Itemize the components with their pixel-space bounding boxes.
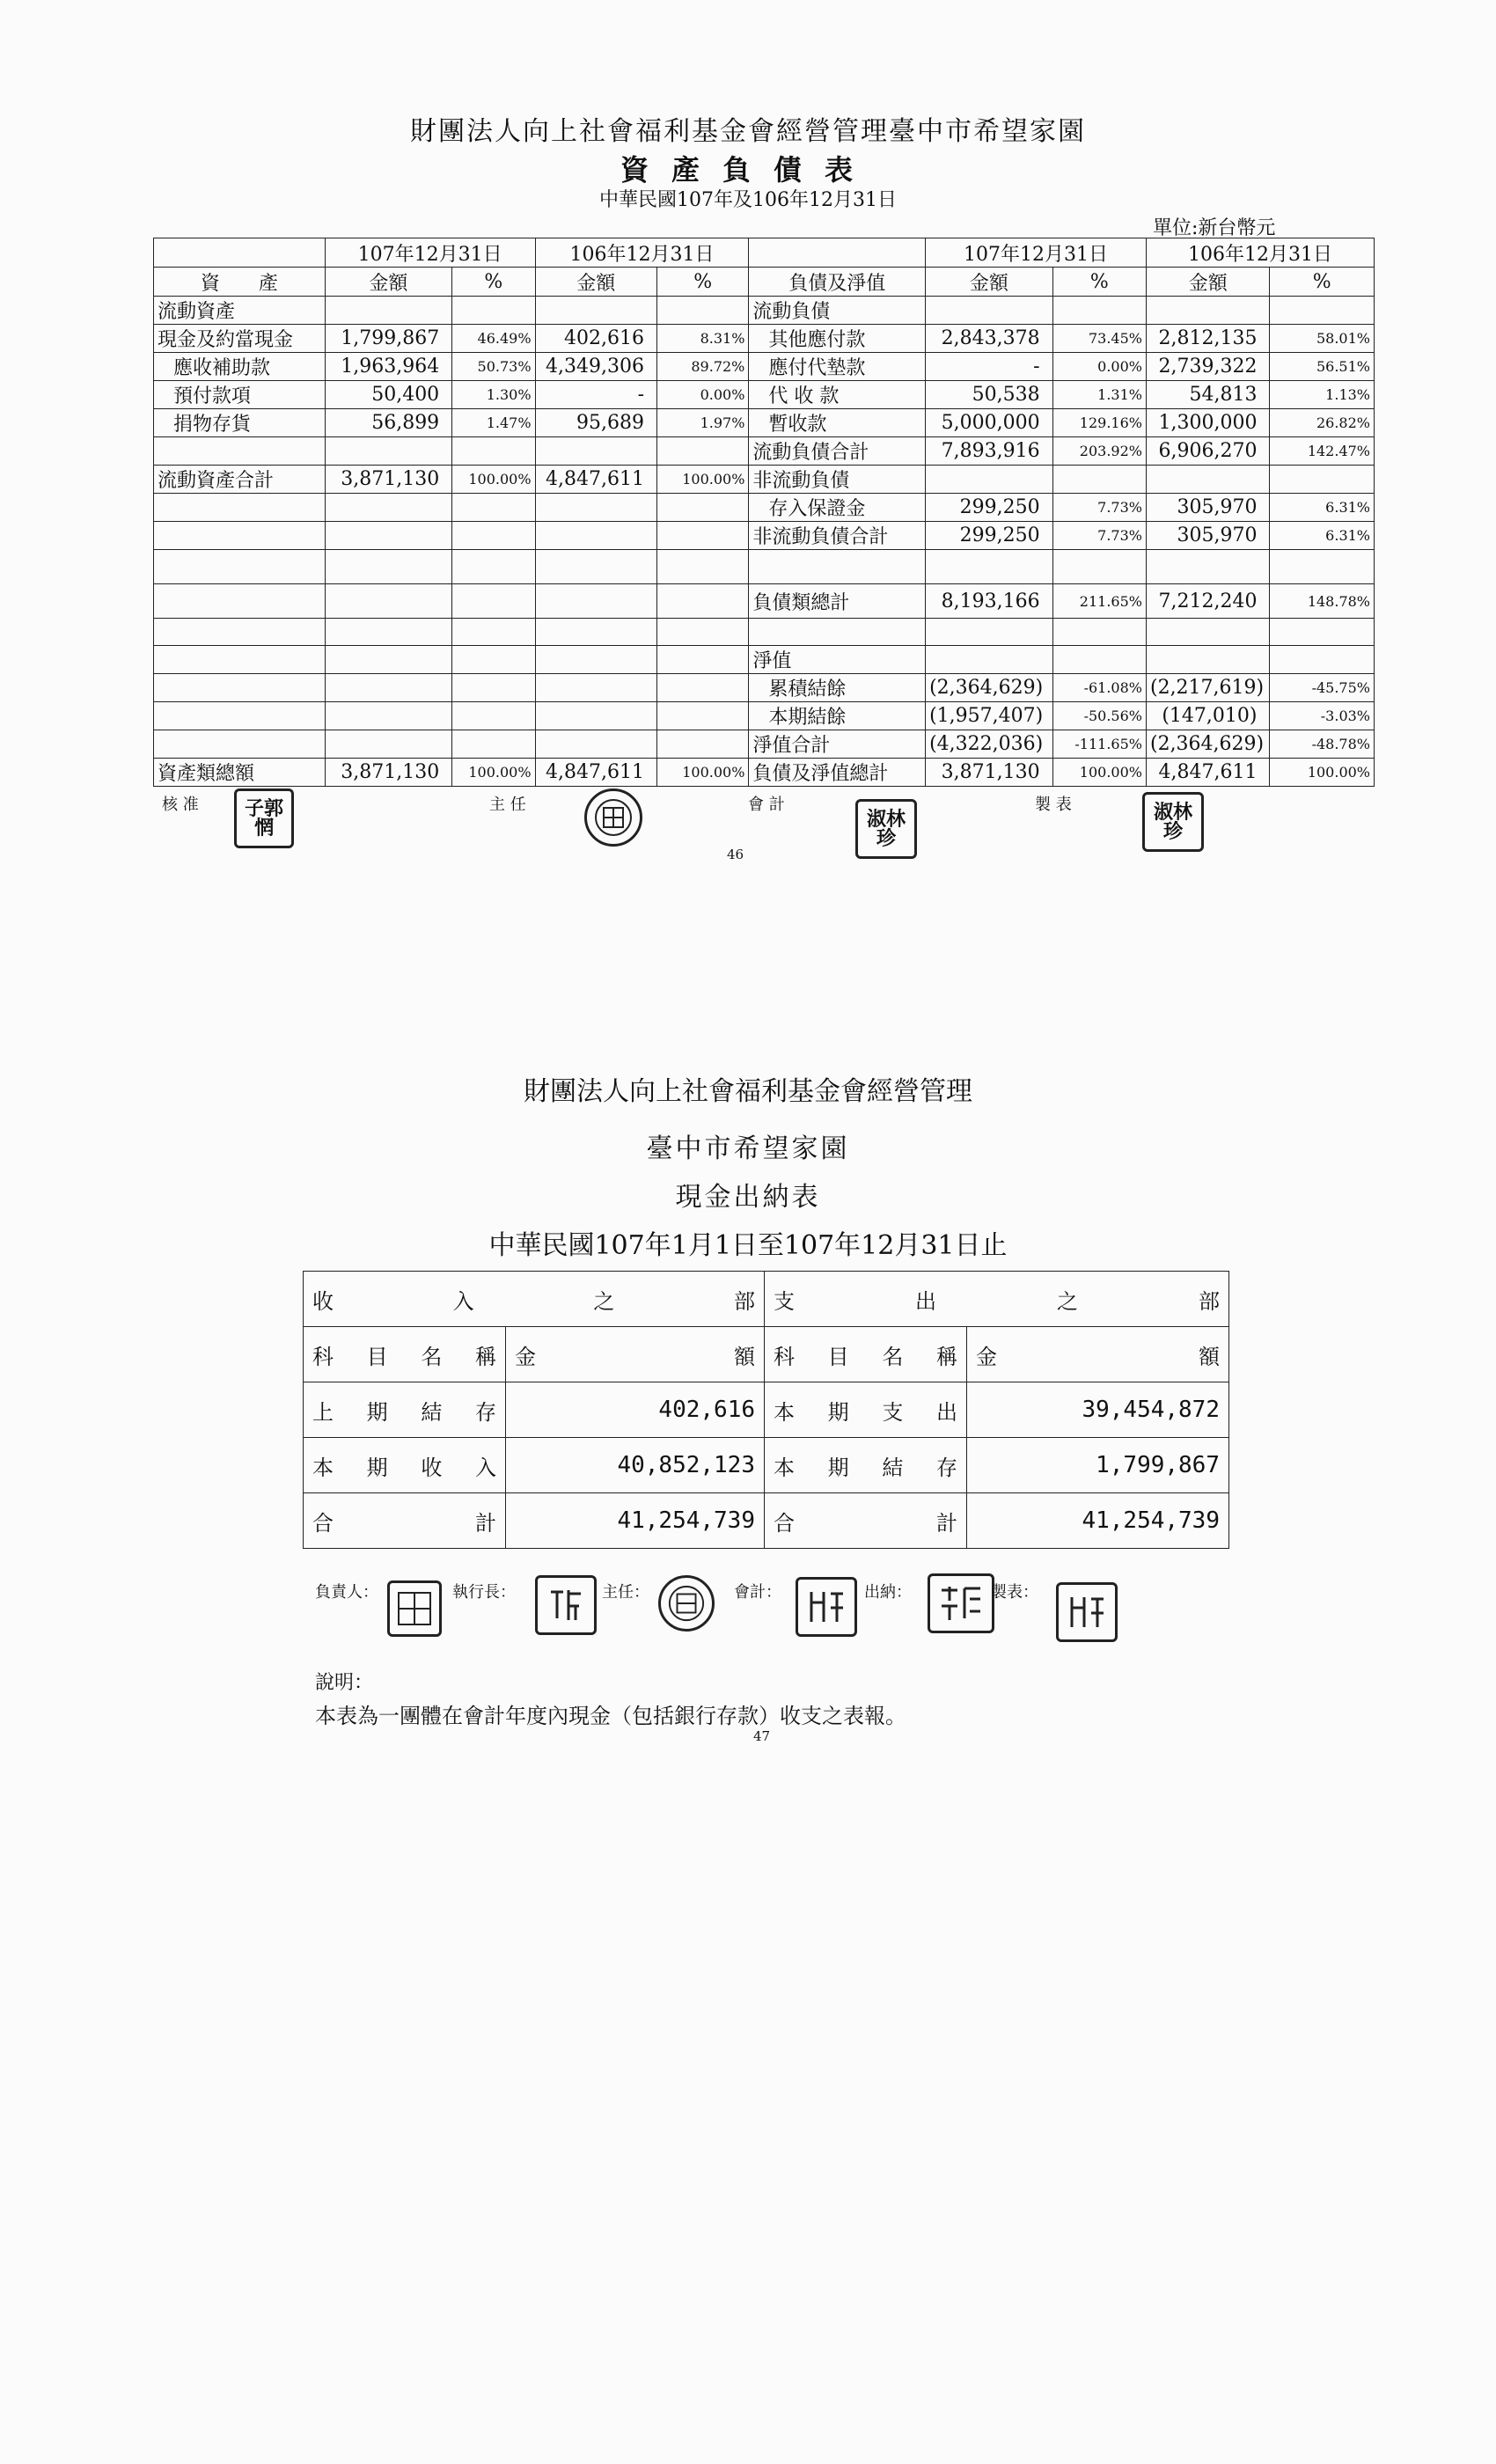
percent-cell: 142.47% xyxy=(1270,437,1375,466)
item-char: 存 xyxy=(474,1399,496,1425)
percent-cell: -3.03% xyxy=(1270,702,1375,730)
table-row xyxy=(304,1438,1229,1493)
amount-cell: - xyxy=(535,381,656,409)
asset-item-label xyxy=(154,619,326,646)
liab-header: 負債及淨值 xyxy=(749,268,926,297)
item-char: 支 xyxy=(882,1399,904,1425)
amount-cell: 4,847,611 xyxy=(1146,759,1270,787)
note-label: 說明： xyxy=(315,1672,374,1694)
percent-cell xyxy=(452,437,535,466)
expense-amount: 39,454,872 xyxy=(967,1382,1229,1438)
percent-cell xyxy=(452,522,535,550)
percent-cell: -48.78% xyxy=(1270,730,1375,759)
amount-cell xyxy=(325,584,452,619)
table-row xyxy=(154,646,1375,674)
table-row xyxy=(154,550,1375,584)
amount-cell: (147,010) xyxy=(1146,702,1270,730)
percent-cell: 148.78% xyxy=(1270,584,1375,619)
table-row xyxy=(154,730,1375,759)
item-char: 期 xyxy=(366,1455,388,1480)
income-section-label xyxy=(312,1284,755,1315)
percent-cell xyxy=(452,550,535,584)
percent-cell xyxy=(452,702,535,730)
item-header-char: 科 xyxy=(312,1344,334,1369)
amount-cell: 3,871,130 xyxy=(325,466,452,494)
amount-header: 金額 xyxy=(926,268,1053,297)
item-char: 計 xyxy=(936,1510,957,1536)
amount-cell: 4,349,306 xyxy=(535,353,656,381)
table-row xyxy=(154,522,1375,550)
amount-header: 金額 xyxy=(325,268,452,297)
amount-cell xyxy=(325,522,452,550)
percent-cell: 56.51% xyxy=(1270,353,1375,381)
amount-cell: 56,899 xyxy=(325,409,452,437)
cash-org-title: 財團法人向上社會福利基金會經營管理 xyxy=(524,1076,972,1107)
percent-cell xyxy=(657,730,749,759)
percent-cell: -61.08% xyxy=(1052,674,1146,702)
balance-sheet-title: 資產負債表 xyxy=(620,153,876,187)
asset-item-label: 流動資產合計 xyxy=(154,466,326,494)
income-amount: 402,616 xyxy=(506,1382,765,1438)
item-char: 期 xyxy=(366,1399,388,1425)
asset-item-label xyxy=(154,522,326,550)
expense-header-char: 出 xyxy=(915,1288,936,1314)
amount-cell: 305,970 xyxy=(1146,494,1270,522)
cash-table xyxy=(303,1271,1229,1549)
percent-cell xyxy=(452,730,535,759)
header-row-labels xyxy=(154,268,1375,297)
asset-item-label xyxy=(154,550,326,584)
amount-cell: (2,217,619) xyxy=(1146,674,1270,702)
col-107-liab: 107年12月31日 xyxy=(926,238,1147,268)
amount-cell xyxy=(535,550,656,584)
asset-item-label: 資產類總額 xyxy=(154,759,326,787)
amount-cell: 54,813 xyxy=(1146,381,1270,409)
item-char: 本 xyxy=(312,1455,334,1480)
amount-cell xyxy=(926,466,1053,494)
item-char: 合 xyxy=(312,1510,334,1536)
owner-seal-icon xyxy=(387,1580,442,1637)
accounting-seal: 淑林 珍 xyxy=(855,799,917,859)
page-number-2: 47 xyxy=(753,1728,771,1744)
note-text: 本表為一團體在會計年度內現金（包括銀行存款）收支之表報。 xyxy=(315,1704,906,1728)
expense-section-label xyxy=(774,1284,1220,1315)
amount-cell: 7,893,916 xyxy=(926,437,1053,466)
percent-cell: -111.65% xyxy=(1052,730,1146,759)
amount-cell xyxy=(1146,297,1270,325)
asset-item-label xyxy=(154,646,326,674)
table-row xyxy=(154,674,1375,702)
page-number: 46 xyxy=(727,847,744,862)
asset-item-label: 現金及約當現金 xyxy=(154,325,326,353)
amount-cell: 2,812,135 xyxy=(1146,325,1270,353)
percent-cell: 1.97% xyxy=(657,409,749,437)
amount-cell xyxy=(1146,466,1270,494)
item-char: 結 xyxy=(421,1399,443,1425)
percent-cell xyxy=(657,619,749,646)
table-row xyxy=(154,381,1375,409)
percent-cell: 129.16% xyxy=(1052,409,1146,437)
percent-cell xyxy=(657,584,749,619)
liability-item-label: 非流動負債合計 xyxy=(749,522,926,550)
percent-cell: 46.49% xyxy=(452,325,535,353)
table-row xyxy=(154,619,1375,646)
item-char: 出 xyxy=(935,1399,957,1425)
amount-cell: 2,843,378 xyxy=(926,325,1053,353)
percent-cell xyxy=(452,494,535,522)
amount-cell: (1,957,407) xyxy=(926,702,1053,730)
percent-cell xyxy=(657,702,749,730)
percent-cell xyxy=(452,674,535,702)
amount-cell: (2,364,629) xyxy=(926,674,1053,702)
approve-seal: 子郭 惘 xyxy=(234,788,294,848)
item-char: 收 xyxy=(421,1455,443,1480)
income-header-char: 部 xyxy=(733,1288,755,1314)
amount-cell: 2,739,322 xyxy=(1146,353,1270,381)
percent-cell xyxy=(452,646,535,674)
item-header-char: 目 xyxy=(366,1344,388,1369)
percent-cell xyxy=(1052,466,1146,494)
amount-cell xyxy=(926,646,1053,674)
amount-cell: 299,250 xyxy=(926,494,1053,522)
percent-cell: -45.75% xyxy=(1270,674,1375,702)
item-header-char: 目 xyxy=(827,1344,849,1369)
col-106-liab: 106年12月31日 xyxy=(1146,238,1374,268)
percent-cell xyxy=(1052,619,1146,646)
header-row-years xyxy=(154,238,1375,268)
expense-header-char: 部 xyxy=(1199,1288,1220,1314)
table-row xyxy=(154,353,1375,381)
amount-header-r: 額 xyxy=(1199,1344,1220,1369)
income-amount: 40,852,123 xyxy=(506,1438,765,1493)
asset-item-label xyxy=(154,730,326,759)
owner-label: 負責人： xyxy=(315,1583,378,1602)
asset-item-label xyxy=(154,584,326,619)
percent-cell xyxy=(1052,297,1146,325)
amount-cell: 3,871,130 xyxy=(926,759,1053,787)
exec-seal-icon xyxy=(535,1575,597,1635)
percent-cell xyxy=(657,297,749,325)
liability-item-label: 流動負債合計 xyxy=(749,437,926,466)
cashier-seal-icon xyxy=(928,1573,994,1633)
percent-cell xyxy=(1270,297,1375,325)
item-char: 本 xyxy=(774,1455,795,1480)
amount-cell xyxy=(926,619,1053,646)
amount-cell xyxy=(325,437,452,466)
percent-cell: 0.00% xyxy=(657,381,749,409)
asset-item-label: 預付款項 xyxy=(154,381,326,409)
amount-cell: 6,906,270 xyxy=(1146,437,1270,466)
liability-item-label: 代 收 款 xyxy=(749,381,926,409)
expense-item xyxy=(765,1493,967,1549)
percent-cell: 89.72% xyxy=(657,353,749,381)
asset-item-label: 應收補助款 xyxy=(154,353,326,381)
amount-cell: 4,847,611 xyxy=(535,759,656,787)
amount-cell: - xyxy=(926,353,1053,381)
percent-cell xyxy=(452,619,535,646)
pct-header: % xyxy=(657,268,749,297)
col-106: 106年12月31日 xyxy=(535,238,749,268)
percent-cell: 7.73% xyxy=(1052,522,1146,550)
table-row xyxy=(304,1493,1229,1549)
income-header-char: 之 xyxy=(593,1288,615,1314)
percent-cell: 6.31% xyxy=(1270,522,1375,550)
amount-cell: 7,212,240 xyxy=(1146,584,1270,619)
amount-cell xyxy=(325,494,452,522)
expense-item xyxy=(765,1438,967,1493)
amount-cell xyxy=(325,619,452,646)
amount-header-r: 額 xyxy=(734,1344,755,1369)
item-char: 入 xyxy=(474,1455,496,1480)
table-row xyxy=(154,702,1375,730)
amount-cell: 50,400 xyxy=(325,381,452,409)
amount-cell xyxy=(535,297,656,325)
income-item xyxy=(304,1493,506,1549)
percent-cell: 8.31% xyxy=(657,325,749,353)
director-label: 主 任 xyxy=(489,796,526,814)
balance-sheet-date: 中華民國107年及106年12月31日 xyxy=(599,189,897,211)
item-char: 期 xyxy=(827,1455,849,1480)
amount-cell xyxy=(325,702,452,730)
amount-cell xyxy=(325,646,452,674)
liability-item-label: 負債類總計 xyxy=(749,584,926,619)
amount-cell xyxy=(535,646,656,674)
col-107: 107年12月31日 xyxy=(325,238,535,268)
expense-amount: 1,799,867 xyxy=(967,1438,1229,1493)
amount-cell: 3,871,130 xyxy=(325,759,452,787)
table-row xyxy=(154,759,1375,787)
cash-period: 中華民國107年1月1日至107年12月31日止 xyxy=(488,1230,1008,1261)
table-row xyxy=(154,466,1375,494)
liability-item-label: 應付代墊款 xyxy=(749,353,926,381)
item-header-char: 科 xyxy=(774,1344,795,1369)
liability-item-label xyxy=(749,619,926,646)
percent-cell: 7.73% xyxy=(1052,494,1146,522)
currency-unit: 單位:新台幣元 xyxy=(1153,217,1276,239)
asset-header: 資 產 xyxy=(154,268,326,297)
cash-statement-title: 現金出納表 xyxy=(675,1182,821,1213)
table-row xyxy=(154,437,1375,466)
amount-cell: 402,616 xyxy=(535,325,656,353)
table-row xyxy=(154,325,1375,353)
amount-cell xyxy=(926,297,1053,325)
percent-cell: 73.45% xyxy=(1052,325,1146,353)
percent-cell: 100.00% xyxy=(452,759,535,787)
amount-cell: 1,799,867 xyxy=(325,325,452,353)
percent-cell xyxy=(1270,646,1375,674)
table-row xyxy=(154,297,1375,325)
percent-cell: 100.00% xyxy=(1052,759,1146,787)
liability-item-label: 累積結餘 xyxy=(749,674,926,702)
asset-item-label: 捐物存貨 xyxy=(154,409,326,437)
amount-cell xyxy=(535,494,656,522)
amount-cell xyxy=(1146,550,1270,584)
percent-cell xyxy=(657,674,749,702)
liability-item-label: 淨值 xyxy=(749,646,926,674)
table-row xyxy=(154,584,1375,619)
amount-header: 金額 xyxy=(535,268,656,297)
amount-cell: 4,847,611 xyxy=(535,466,656,494)
income-header-char: 入 xyxy=(452,1288,474,1314)
percent-cell: 211.65% xyxy=(1052,584,1146,619)
accounting-label-2: 會計： xyxy=(734,1583,781,1602)
percent-cell: 1.30% xyxy=(452,381,535,409)
percent-cell: 100.00% xyxy=(1270,759,1375,787)
amount-cell: (2,364,629) xyxy=(1146,730,1270,759)
percent-cell: 1.31% xyxy=(1052,381,1146,409)
item-name-header xyxy=(312,1339,496,1370)
percent-cell xyxy=(452,297,535,325)
liability-item-label: 非流動負債 xyxy=(749,466,926,494)
percent-cell: 100.00% xyxy=(452,466,535,494)
percent-cell: 58.01% xyxy=(1270,325,1375,353)
amount-cell: 5,000,000 xyxy=(926,409,1053,437)
percent-cell: 203.92% xyxy=(1052,437,1146,466)
amount-cell: 299,250 xyxy=(926,522,1053,550)
amount-cell xyxy=(535,702,656,730)
expense-header-char: 之 xyxy=(1057,1288,1078,1314)
amount-cell xyxy=(535,584,656,619)
amount-cell xyxy=(1146,646,1270,674)
amount-header-l: 金 xyxy=(976,1344,997,1369)
amount-cell xyxy=(1146,619,1270,646)
asset-item-label xyxy=(154,674,326,702)
table-row xyxy=(154,494,1375,522)
amount-cell xyxy=(535,437,656,466)
percent-cell xyxy=(1270,466,1375,494)
amount-cell xyxy=(325,674,452,702)
percent-cell xyxy=(452,584,535,619)
exec-label: 執行長： xyxy=(452,1583,516,1602)
percent-cell: 0.00% xyxy=(1052,353,1146,381)
director-seal-icon xyxy=(584,788,642,847)
asset-item-label xyxy=(154,702,326,730)
amount-header-l: 金 xyxy=(515,1344,536,1369)
item-char: 期 xyxy=(827,1399,849,1425)
income-item xyxy=(304,1382,506,1438)
item-char: 本 xyxy=(774,1399,795,1425)
expense-amount: 41,254,739 xyxy=(967,1493,1229,1549)
pct-header: % xyxy=(1052,268,1146,297)
item-char: 計 xyxy=(475,1510,496,1536)
table-row xyxy=(304,1382,1229,1438)
income-item xyxy=(304,1438,506,1493)
amount-cell xyxy=(535,522,656,550)
item-header-char: 稱 xyxy=(935,1344,957,1369)
percent-cell: 100.00% xyxy=(657,466,749,494)
liability-item-label: 本期結餘 xyxy=(749,702,926,730)
income-amount: 41,254,739 xyxy=(506,1493,765,1549)
amount-cell xyxy=(325,550,452,584)
liability-item-label: 其他應付款 xyxy=(749,325,926,353)
asset-item-label xyxy=(154,494,326,522)
percent-cell: 26.82% xyxy=(1270,409,1375,437)
liability-item-label xyxy=(749,550,926,584)
liability-item-label: 負債及淨值總計 xyxy=(749,759,926,787)
amount-cell: 1,963,964 xyxy=(325,353,452,381)
percent-cell xyxy=(1270,619,1375,646)
item-char: 存 xyxy=(935,1455,957,1480)
director-label-2: 主任： xyxy=(602,1583,649,1602)
percent-cell: 6.31% xyxy=(1270,494,1375,522)
balance-sheet-table xyxy=(153,238,1375,787)
cash-org-name: 臺中市希望家園 xyxy=(646,1133,850,1164)
asset-item-label xyxy=(154,437,326,466)
balance-sheet-org-title: 財團法人向上社會福利基金會經營管理臺中市希望家園 xyxy=(410,116,1086,147)
percent-cell xyxy=(657,494,749,522)
amount-cell: 1,300,000 xyxy=(1146,409,1270,437)
liability-item-label: 暫收款 xyxy=(749,409,926,437)
pct-header: % xyxy=(1270,268,1375,297)
preparer-label: 製 表 xyxy=(1035,796,1072,814)
amount-cell: (4,322,036) xyxy=(926,730,1053,759)
amount-cell xyxy=(535,674,656,702)
accounting-seal-icon-2 xyxy=(796,1577,857,1637)
cash-section-header xyxy=(304,1272,1229,1327)
item-header-char: 名 xyxy=(882,1344,904,1369)
item-header-char: 名 xyxy=(421,1344,443,1369)
percent-cell: -50.56% xyxy=(1052,702,1146,730)
item-name-header xyxy=(774,1339,957,1370)
item-char: 結 xyxy=(882,1455,904,1480)
income-header-char: 收 xyxy=(312,1288,334,1314)
amount-cell xyxy=(535,730,656,759)
liability-item-label: 存入保證金 xyxy=(749,494,926,522)
amount-cell xyxy=(535,619,656,646)
amount-header: 金額 xyxy=(1146,268,1270,297)
percent-cell: 1.13% xyxy=(1270,381,1375,409)
amount-cell: 50,538 xyxy=(926,381,1053,409)
liability-item-label: 流動負債 xyxy=(749,297,926,325)
cash-column-header xyxy=(304,1327,1229,1382)
table-row xyxy=(154,409,1375,437)
director-seal-icon-2 xyxy=(658,1575,715,1632)
liability-item-label: 淨值合計 xyxy=(749,730,926,759)
approve-label: 核 准 xyxy=(162,796,199,814)
percent-cell xyxy=(657,522,749,550)
item-char: 上 xyxy=(312,1399,334,1425)
cashier-label: 出納： xyxy=(864,1583,912,1602)
preparer-label-2: 製表： xyxy=(991,1583,1038,1602)
percent-cell: 50.73% xyxy=(452,353,535,381)
amount-cell: 95,689 xyxy=(535,409,656,437)
expense-header-char: 支 xyxy=(774,1288,795,1314)
amount-cell: 305,970 xyxy=(1146,522,1270,550)
pct-header: % xyxy=(452,268,535,297)
expense-item xyxy=(765,1382,967,1438)
accounting-label: 會 計 xyxy=(748,796,785,814)
percent-cell xyxy=(1052,646,1146,674)
percent-cell xyxy=(657,550,749,584)
item-char: 合 xyxy=(774,1510,795,1536)
amount-cell xyxy=(325,730,452,759)
percent-cell xyxy=(657,646,749,674)
percent-cell: 1.47% xyxy=(452,409,535,437)
amount-cell: 8,193,166 xyxy=(926,584,1053,619)
preparer-seal: 淑林 珍 xyxy=(1142,792,1204,852)
item-header-char: 稱 xyxy=(474,1344,496,1369)
preparer-seal-icon-2 xyxy=(1056,1582,1118,1642)
percent-cell: 100.00% xyxy=(657,759,749,787)
percent-cell xyxy=(1270,550,1375,584)
asset-item-label: 流動資產 xyxy=(154,297,326,325)
amount-cell xyxy=(325,297,452,325)
percent-cell xyxy=(657,437,749,466)
percent-cell xyxy=(1052,550,1146,584)
amount-cell xyxy=(926,550,1053,584)
